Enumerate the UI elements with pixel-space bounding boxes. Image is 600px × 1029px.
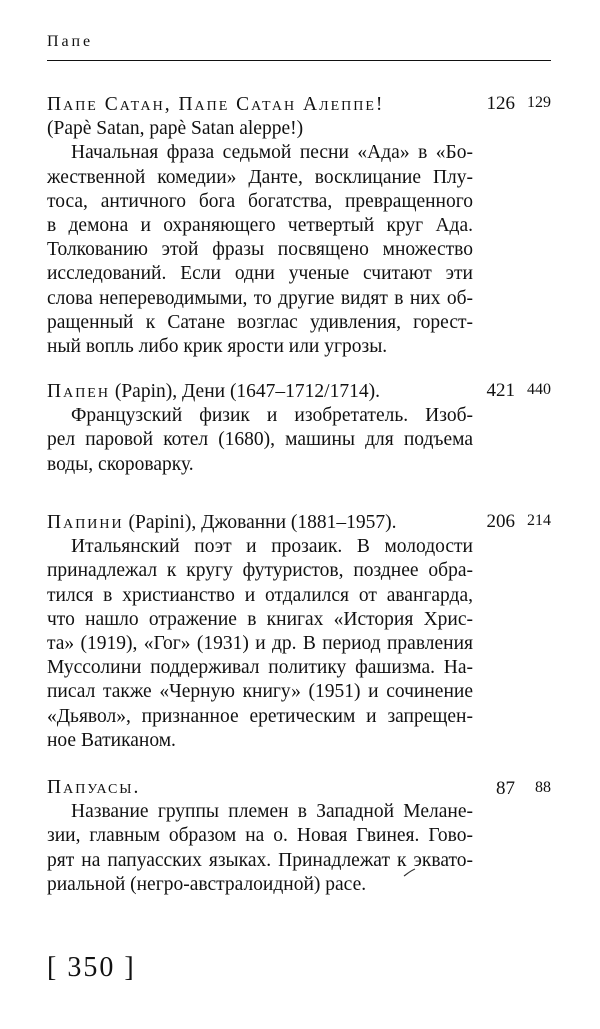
page-refs	[488, 380, 551, 404]
page-refs	[488, 93, 551, 117]
header-rule	[47, 60, 551, 61]
pen-mark-icon	[403, 868, 417, 878]
entry-body-line: Начальная фраза седьмой песни «Ада» в «Бо-	[71, 142, 473, 164]
entry-body-line: Муссолини поддерживал политику фашизма. На-	[47, 657, 473, 679]
entry-papini	[47, 511, 473, 753]
page-ref-primary: 421	[486, 380, 515, 401]
entry-body-line: Французский физик и изобретатель. Изоб-	[71, 405, 473, 427]
entry-body-line: писал также «Черную книгу» (1951) и сочинение	[47, 681, 473, 703]
page-number: [ 350 ]	[47, 952, 136, 983]
page-refs	[488, 778, 551, 802]
entry-headword: Папини	[47, 512, 124, 533]
entry-body-line: рят на папуасских языках. Принадлежат к эквато-	[47, 849, 473, 871]
entry-body-line: рел паровой котел (1680), машины для подъема	[47, 429, 473, 451]
entry-body-line: слова непереводимыми, то другие видят в них об-	[47, 287, 473, 309]
entry-headword: Папе Сатан, Папе Сатан Алеппе!	[47, 94, 385, 115]
entry-body-line: тоса, античного бога богатства, превращенного	[47, 190, 473, 212]
page-ref-primary: 206	[486, 511, 515, 532]
entry-body-line: «Дьявол», признанное еретическим и запрещен-	[47, 705, 473, 727]
entry-body-line: риальной (негро-австралоидной) расе.	[47, 873, 367, 895]
page-ref-secondary: 88	[535, 779, 551, 796]
page-ref-primary: 126	[486, 93, 515, 114]
page-refs	[488, 511, 551, 535]
entry-body-line: ращенный к Сатане возглас удивления, горест-	[47, 311, 473, 333]
entry-body-line: Итальянский поэт и прозаик. В молодости	[71, 536, 473, 558]
entry-heading	[47, 93, 473, 117]
entry-heading-rest: (Papin), Дени (1647–1712/1714).	[109, 381, 380, 402]
pen-mark	[403, 866, 417, 882]
entry-body-line: Название группы племен в Западной Мелане-	[71, 801, 473, 823]
page-ref-secondary: 129	[527, 94, 551, 111]
entry-body-line: зии, главным образом на о. Новая Гвинея. Гово-	[47, 825, 473, 847]
entry-body-line: принадлежал к кругу футуристов, позднее обра-	[47, 560, 473, 582]
entry-heading	[47, 511, 473, 535]
entry-body-line: жественной комедии» Данте, восклицание Плу-	[47, 166, 473, 188]
entry-body-line: та» (1919), «Гог» (1931) и др. В период правления	[47, 633, 473, 655]
entry-body-line: исследований. Если одни ученые считают эти	[47, 263, 473, 285]
page-ref-primary: 87	[496, 778, 515, 799]
running-head: Папе	[47, 33, 94, 50]
entry-pape-satan	[47, 93, 473, 359]
entry-body-line: Толкованию этой фразы посвящено множество	[47, 239, 473, 261]
entry-heading-rest: (Papini), Джованни (1881–1957).	[123, 512, 397, 533]
page-ref-secondary: 214	[527, 512, 551, 529]
entry-body-line: в демона и охраняющего четвертый круг Ада.	[47, 215, 473, 237]
entry-heading	[47, 776, 473, 800]
entry-body-line: воды, скороварку.	[47, 453, 194, 475]
entry-body-line: ное Ватиканом.	[47, 729, 176, 751]
entry-headword: Папен	[47, 381, 110, 402]
entry-subtitle: (Papè Satan, papè Satan aleppe!)	[47, 118, 304, 140]
entry-body-line: что нашло отражение в книгах «История Хрис-	[47, 608, 473, 630]
entry-papin	[47, 380, 473, 477]
entry-headword: Папуасы.	[47, 777, 141, 798]
entry-body-line: тился в христианство и отдалился от авангарда,	[47, 584, 473, 606]
entry-body-line: ный вопль либо крик ярости или угрозы.	[47, 336, 388, 358]
entry-heading	[47, 380, 473, 404]
page-ref-secondary: 440	[527, 381, 551, 398]
